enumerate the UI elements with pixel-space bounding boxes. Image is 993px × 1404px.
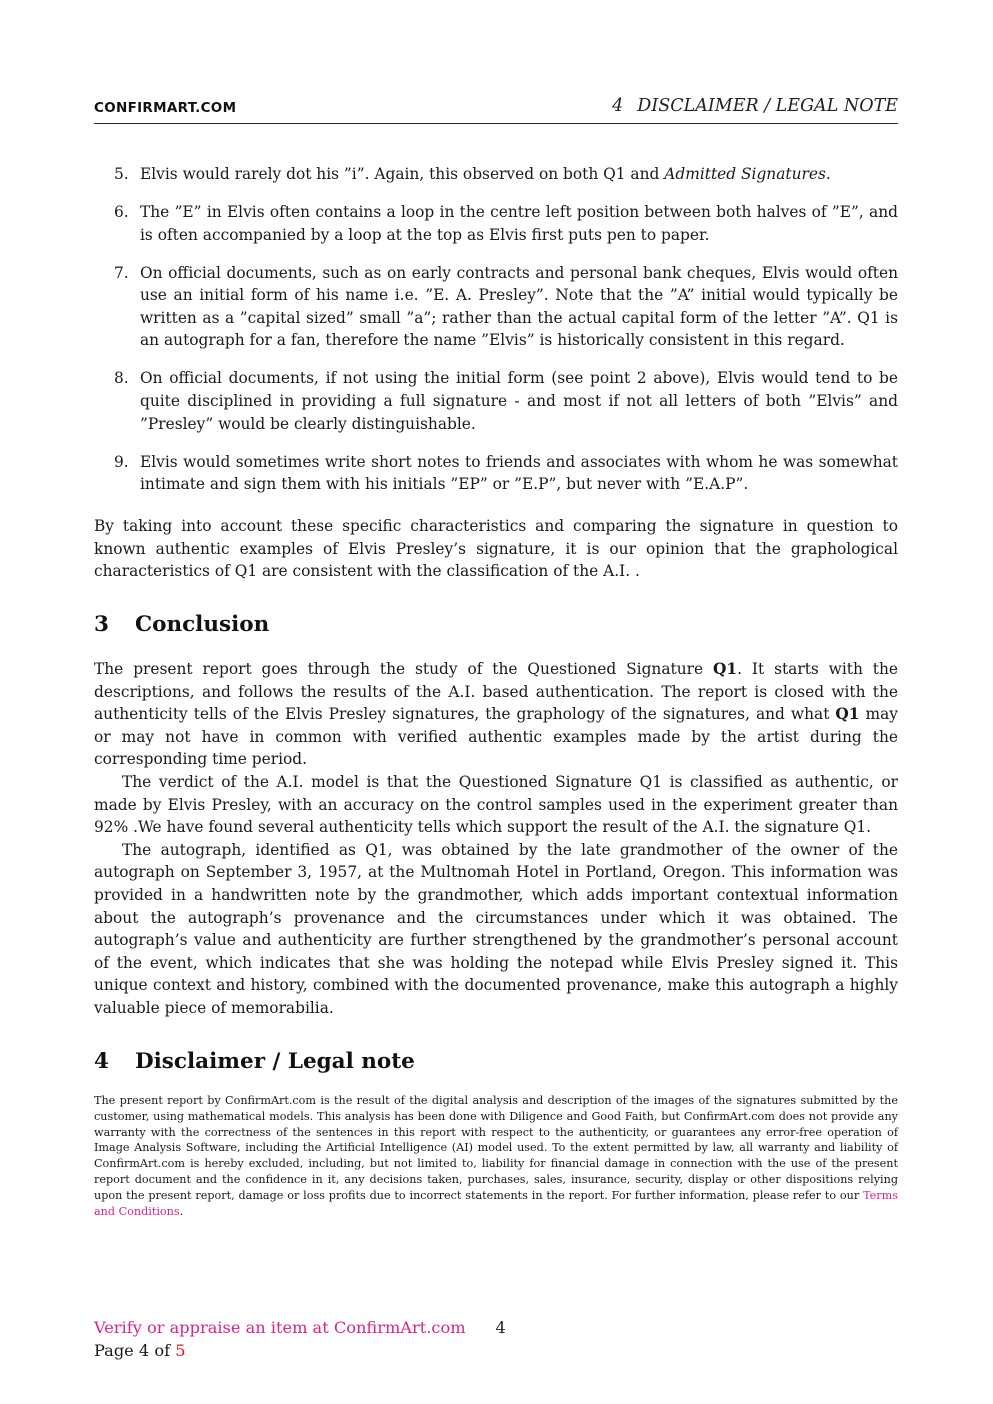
list-item	[94, 367, 898, 435]
page-counter-label: Page 4 of	[94, 1341, 176, 1360]
running-section-title	[612, 96, 898, 116]
list-marker: 5.	[114, 165, 129, 183]
summary-paragraph: By taking into account these specific characteristics and comparing the signature in question to known authentic examples of Elvis Presley’s signature, it is our opinion that the graphological characteristics of Q1 are consistent with the classification of the A.I. .	[94, 517, 898, 581]
paragraph-text: The present report goes through the study of the Questioned Signature	[94, 660, 713, 678]
list-item	[94, 201, 898, 246]
conclusion-body	[94, 658, 898, 1020]
footer-row	[94, 1316, 898, 1339]
page-counter	[94, 1339, 898, 1362]
page-footer	[94, 1316, 898, 1362]
section-title: Disclaimer / Legal note	[135, 1049, 415, 1074]
list-marker: 8.	[114, 369, 129, 388]
section-title: Conclusion	[135, 612, 270, 637]
list-item-text: Elvis would rarely dot his ”i”. Again, this observed on both Q1 and	[140, 165, 665, 183]
list-item-text-end: .	[825, 165, 831, 183]
list-item	[94, 163, 898, 186]
list-marker: 9.	[114, 452, 129, 471]
q1-bold-label: Q1	[712, 660, 738, 678]
legal-text: The present report by ConfirmArt.com is the result of the digital analysis and description of the images of the signatures submitted by the customer, using mathematical models. This analysis has been done with Diligence and Good Faith, but ConfirmArt.com does not provide any warranty with the correctness of the sentences in this report with respect to the authenticity, or guarantees any error-free operation of Image Analysis Software, including the Artificial Intelligence (AI) model used. To the extent permitted by law, all warranty and liability of ConfirmArt.com is hereby excluded, including, but not limited to, liability for financial damage in connection with the use of the present report document and the confidence in it, any decisions taken, purchases, sales, insurance, security, display or other dispositions relying upon the present report, damage or loss profits due to incorrect statements in the report. For further information, please refer to our	[94, 1094, 898, 1202]
list-item	[94, 262, 898, 352]
paragraph-text: may or may not have in common with verified authentic examples made by the artist during the corresponding time period.	[94, 705, 898, 769]
list-marker: 6.	[114, 202, 129, 221]
authenticity-points-list	[94, 163, 898, 511]
list-item-text: On official documents, if not using the initial form (see point 2 above), Elvis would tend to be quite disciplined in providing a full signature - and most if not all letters of both ”Elvis” and ”Presley” would be clearly distinguishable.	[140, 369, 898, 433]
verify-appraise-link[interactable]: Verify or appraise an item at ConfirmArt.com	[94, 1318, 466, 1337]
legal-text-end: .	[179, 1204, 184, 1218]
footer-page-number: 4	[495, 1318, 506, 1337]
terms-and-conditions-link[interactable]: Terms and Conditions	[94, 1188, 898, 1218]
list-item	[94, 451, 898, 496]
list-item-text: Elvis would sometimes write short notes to friends and associates with whom he was somewhat intimate and sign them with his initials ”EP” or ”E.P”, but never with ”E.A.P”.	[140, 452, 898, 494]
confirmart-logo: CONFIRMART.COM	[94, 100, 237, 116]
section-number: 3	[94, 612, 109, 637]
section-number: 4	[94, 1049, 109, 1074]
running-section-name: DISCLAIMER / LEGAL NOTE	[637, 96, 898, 116]
conclusion-paragraph-3: The autograph, identified as Q1, was obtained by the late grandmother of the owner of the autograph on September 3, 1957, at the Multnomah Hotel in Portland, Oregon. This information was provided in a handwritten note by the grandmother, which adds important contextual information about the autograph’s provenance and the circumstances under which it was obtained. The autograph’s value and authenticity are further strengthened by the grandmother’s personal account of the event, which indicates that she was holding the notepad while Elvis Presley signed it. This unique context and history, combined with the documented provenance, make this autograph a highly valuable piece of memorabilia.	[94, 840, 898, 1017]
conclusion-paragraph-1	[94, 658, 898, 771]
list-item-emphasis: Admitted Signatures	[664, 165, 826, 183]
legal-note	[94, 1093, 898, 1219]
conclusion-heading	[94, 612, 269, 637]
list-item-text: The ”E” in Elvis often contains a loop in the centre left position between both halves of ”E”, and is often accompanied by a loop at the top as Elvis first puts pen to paper.	[140, 202, 898, 244]
list-marker: 7.	[114, 263, 129, 282]
conclusion-paragraph-2: The verdict of the A.I. model is that the Questioned Signature Q1 is classified as authentic, or made by Elvis Presley, with an accuracy on the control samples used in the experiment greater than 92% .We have found several authenticity tells which support the result of the A.I. the signature Q1.	[94, 772, 898, 837]
paragraph-text: . It starts with the descriptions, and follows the results of the A.I. based authentication. The report is closed with the authenticity tells of the Elvis Presley signatures, the graphology of the signatures, and what	[94, 660, 898, 724]
total-pages-link[interactable]: 5	[175, 1341, 186, 1360]
list-item-text: On official documents, such as on early contracts and personal bank cheques, Elvis would often use an initial form of his name i.e. ”E. A. Presley”. Note that the ”A” initial would typically be written as a ”capital sized” small ”a”; rather than the actual capital form of the letter ”A”. Q1 is an autograph for a fan, therefore the name ”Elvis” is historically consistent in this regard.	[140, 263, 898, 350]
running-section-number: 4	[612, 96, 624, 116]
disclaimer-heading	[94, 1049, 415, 1074]
q1-bold-label: Q1	[835, 705, 860, 724]
running-header	[94, 96, 898, 124]
